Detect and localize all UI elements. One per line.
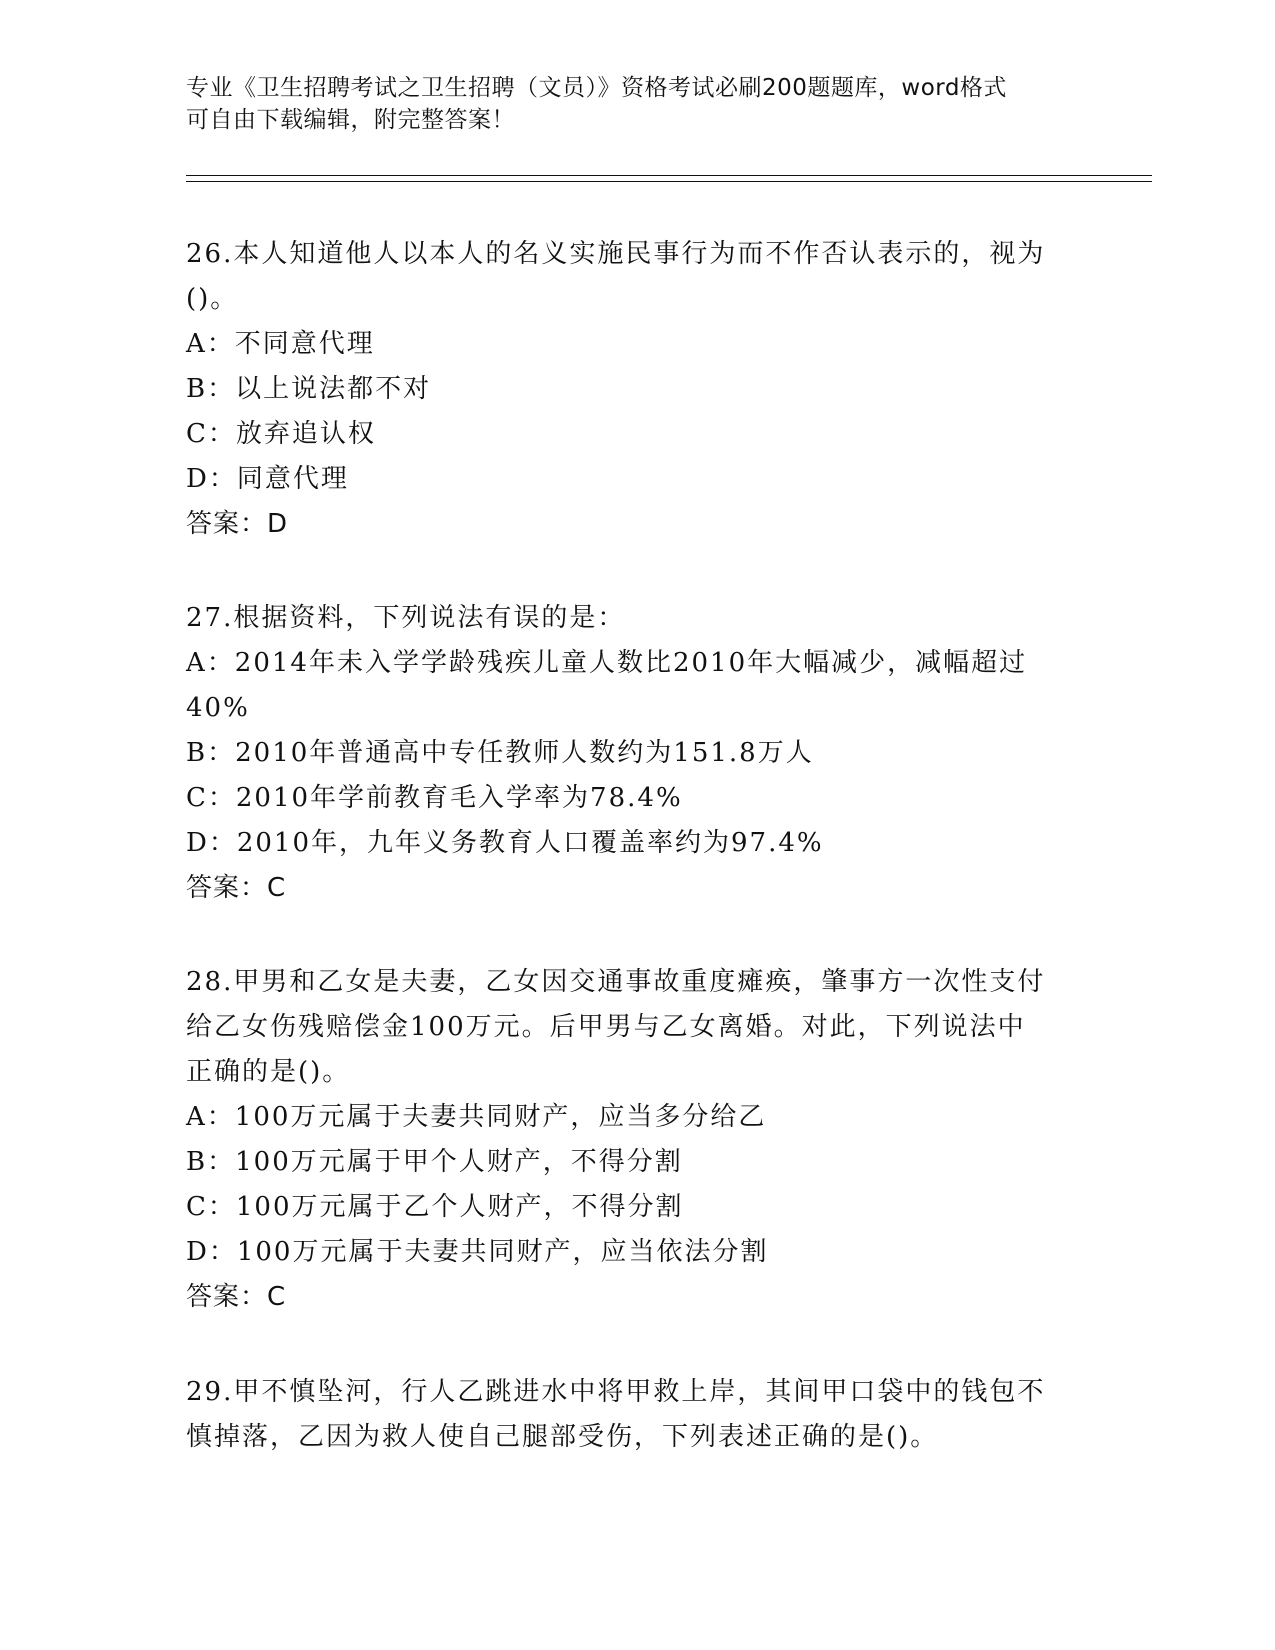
- document-header: [186, 72, 1066, 136]
- option-c: C：2010年学前教育毛入学率为78.4%: [186, 783, 683, 813]
- option-c: C：放弃追认权: [186, 419, 376, 449]
- question-28: [186, 960, 1066, 1320]
- option-b: B：以上说法都不对: [186, 374, 432, 404]
- question-stem-line: 27.根据资料，下列说法有误的是：: [186, 603, 626, 633]
- question-stem-line: 慎掉落，乙因为救人使自己腿部受伤，下列表述正确的是()。: [186, 1422, 939, 1452]
- option-d: D：同意代理: [186, 464, 349, 494]
- question-stem-line: 正确的是()。: [186, 1057, 351, 1087]
- option-a: A：100万元属于夫妻共同财产，应当多分给乙: [186, 1102, 767, 1132]
- option-c: C：100万元属于乙个人财产，不得分割: [186, 1192, 684, 1222]
- option-d: D：100万元属于夫妻共同财产，应当依法分割: [186, 1237, 769, 1267]
- option-a: A：2014年未入学学龄残疾儿童人数比2010年大幅减少，减幅超过: [186, 648, 1028, 678]
- question-stem-line: 26.本人知道他人以本人的名义实施民事行为而不作否认表示的，视为: [186, 239, 1046, 269]
- question-stem-line: 28.甲男和乙女是夫妻，乙女因交通事故重度瘫痪，肇事方一次性支付: [186, 967, 1046, 997]
- answer-line: 答案：C: [186, 873, 287, 903]
- option-a: A：不同意代理: [186, 329, 375, 359]
- option-b: B：2010年普通高中专任教师人数约为151.8万人: [186, 738, 814, 768]
- option-b: B：100万元属于甲个人财产，不得分割: [186, 1147, 683, 1177]
- question-26: [186, 232, 1066, 547]
- header-divider-top: [186, 175, 1152, 176]
- answer-line: 答案：C: [186, 1282, 287, 1312]
- header-divider-bottom: [186, 181, 1152, 182]
- question-stem-line: 给乙女伤残赔偿金100万元。后甲男与乙女离婚。对此，下列说法中: [186, 1012, 1026, 1042]
- question-29: [186, 1370, 1066, 1460]
- answer-line: 答案：D: [186, 509, 289, 539]
- option-a-continued: 40%: [186, 693, 250, 723]
- question-stem-line: 29.甲不慎坠河，行人乙跳进水中将甲救上岸，其间甲口袋中的钱包不: [186, 1377, 1046, 1407]
- question-27: [186, 596, 1066, 911]
- option-d: D：2010年，九年义务教育人口覆盖率约为97.4%: [186, 828, 824, 858]
- question-stem-line: ()。: [186, 284, 239, 314]
- header-title-line-1: 专业《卫生招聘考试之卫生招聘（文员）》资格考试必刷200题题库，word格式: [186, 75, 1007, 101]
- header-title-line-2: 可自由下载编辑，附完整答案！: [186, 107, 515, 133]
